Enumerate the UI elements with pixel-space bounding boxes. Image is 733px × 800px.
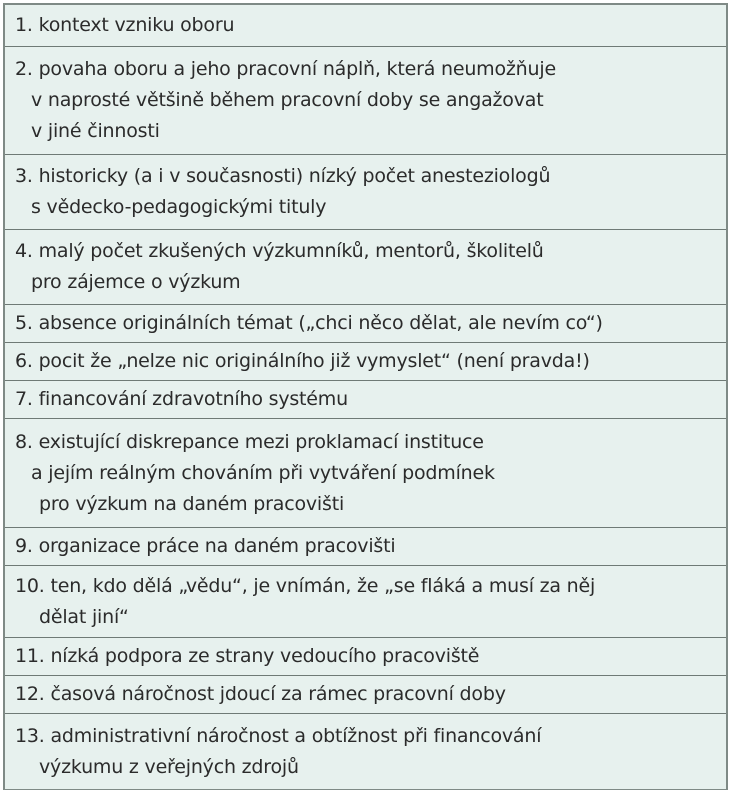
row-text: 12. časová náročnost jdoucí za rámec pracovní doby [15, 683, 506, 705]
row-text: 13. administrativní náročnost a obtížnost při financování [15, 724, 542, 747]
row-text-continuation: pro zájemce o výzkum [31, 271, 241, 293]
row-text: 4. malý počet zkušených výzkumníků, mentorů, školitelů [15, 240, 544, 262]
row-text-continuation: výzkumu z veřejných zdrojů [39, 755, 299, 778]
table-row [5, 676, 726, 714]
table-row [5, 714, 726, 789]
row-text-continuation: s vědecko-pedagogickými tituly [31, 196, 327, 218]
reasons-table [3, 3, 728, 790]
table-row [5, 381, 726, 419]
row-text: 3. historicky (a i v současnosti) nízký počet anesteziologů [15, 165, 551, 187]
row-text-continuation: v naprosté většině během pracovní doby se angažovat [31, 89, 544, 111]
row-text: 10. ten, kdo dělá „vědu“, je vnímán, že „se fláká a musí za něj [15, 574, 596, 597]
row-text: 11. nízká podpora ze strany vedoucího pracoviště [15, 645, 480, 667]
row-text-continuation: a jejím reálným chováním při vytváření podmínek [31, 461, 495, 484]
row-text: 2. povaha oboru a jeho pracovní náplň, která neumožňuje [15, 58, 556, 80]
row-text: 1. kontext vzniku oboru [15, 14, 235, 36]
table-row [5, 155, 726, 230]
table-row [5, 528, 726, 566]
table-row [5, 5, 726, 47]
table-row [5, 343, 726, 381]
row-text: 5. absence originálních témat („chci něco dělat, ale nevím co“) [15, 312, 603, 334]
row-text-continuation: v jiné činnosti [31, 120, 160, 142]
table-row [5, 230, 726, 305]
table-row [5, 305, 726, 343]
table-row [5, 47, 726, 155]
table-row [5, 566, 726, 638]
table-row [5, 638, 726, 676]
row-text: 6. pocit že „nelze nic originálního již vymyslet“ (není pravda!) [15, 350, 590, 372]
row-text: 9. organizace práce na daném pracovišti [15, 535, 396, 557]
table-row [5, 419, 726, 528]
row-text-continuation: pro výzkum na daném pracovišti [39, 492, 345, 515]
row-text: 7. financování zdravotního systému [15, 388, 348, 410]
row-text: 8. existující diskrepance mezi proklamací instituce [15, 430, 484, 453]
row-text-continuation: dělat jiní“ [39, 605, 129, 628]
